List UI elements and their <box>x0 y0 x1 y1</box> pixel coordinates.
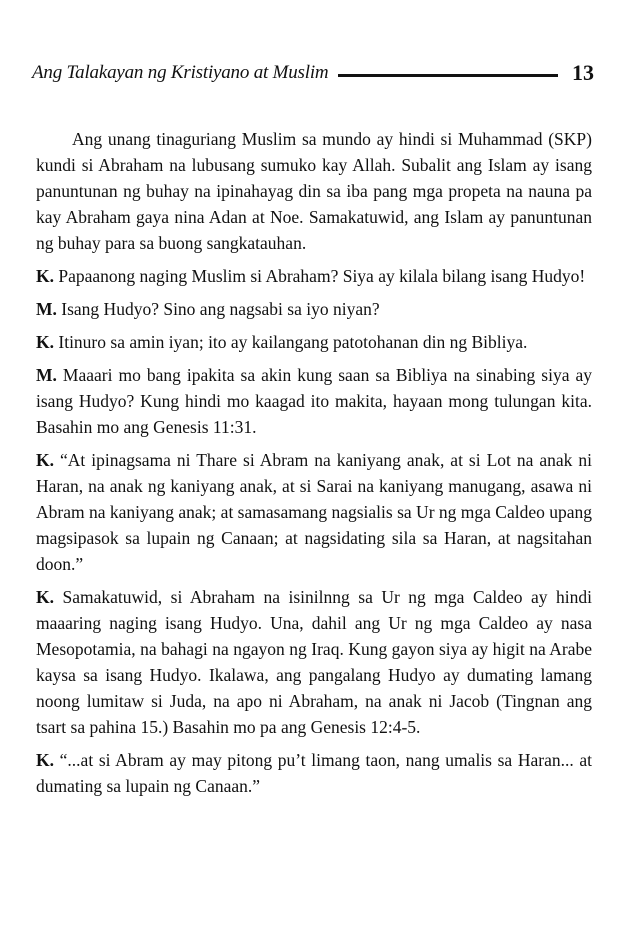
speaker-label: M. <box>36 299 57 319</box>
dialogue-text: “At ipinagsama ni Thare si Abram na kaniyang anak, at si Lot na anak ni Haran, na anak ng kaniyang anak, at si Sarai na kaniyang manugang, asawa ni Abram na kaniyang anak; at samasamang nagsialis sa Ur ng mga Caldeo upang magsipasok sa lupain ng Canaan; at nagsidating sila sa Haran, at nagsitahan doon.” <box>36 450 593 574</box>
dialogue-paragraph <box>36 263 592 289</box>
running-header <box>32 58 594 88</box>
dialogue-paragraph <box>36 584 592 740</box>
page-number: 13 <box>572 60 594 85</box>
speaker-label: K. <box>36 266 54 286</box>
paragraph-text: Ang unang tinaguriang Muslim sa mundo ay hindi si Muhammad (SKP) kundi si Abraham na lubusang sumuko kay Allah. Subalit ang Islam ay isang panuntunan ng buhay na ipinahayag din sa iba pang mga propeta na nauna pa kay Abraham gaya nina Adan at Noe. Samakatuwid, ang Islam ay panuntunan ng buhay para sa buong sangkatauhan. <box>36 129 592 253</box>
dialogue-paragraph <box>36 447 592 577</box>
dialogue-paragraph <box>36 747 592 799</box>
dialogue-text: Papaanong naging Muslim si Abraham? Siya ay kilala bilang isang Hudyo! <box>58 266 586 286</box>
dialogue-paragraph <box>36 296 592 322</box>
dialogue-text: Maaari mo bang ipakita sa akin kung saan sa Bibliya na sinabing siya ay isang Hudyo? Kung hindi mo kaagad ito makita, hayaan mong tulungan kita. Basahin mo ang Genesis 11:31. <box>36 365 593 437</box>
dialogue-paragraph <box>36 329 592 355</box>
dialogue-text: Samakatuwid, si Abraham na isinilnng sa Ur ng mga Caldeo ay hindi maaaring naging isang Hudyo. Una, dahil ang Ur ng mga Caldeo ay nasa Mesopotamia, na bahagi na ngayon ng Iraq. Kung gayon siya ay higit na Arabe kaysa sa isang Hudyo. Ikalawa, ang pangalang Hudyo ay dumating lamang noong lumitaw si Juda, na apo ni Abraham, na anak ni Jacob (Tingnan ang tsart sa pahina 15.) Basahin mo pa ang Genesis 12:4-5. <box>36 587 593 737</box>
paragraph-intro <box>36 126 592 256</box>
speaker-label: K. <box>36 587 54 607</box>
speaker-label: M. <box>36 365 57 385</box>
speaker-label: K. <box>36 750 54 770</box>
body-text <box>36 126 592 806</box>
dialogue-text: Itinuro sa amin iyan; ito ay kailangang patotohanan din ng Bibliya. <box>58 332 528 352</box>
header-rule <box>338 74 558 77</box>
dialogue-text: “...at si Abram ay may pitong pu’t limang taon, nang umalis sa Haran... at dumating sa lupain ng Canaan.” <box>36 750 592 796</box>
dialogue-text: Isang Hudyo? Sino ang nagsabi sa iyo niyan? <box>61 299 380 319</box>
speaker-label: K. <box>36 332 54 352</box>
running-title: Ang Talakayan ng Kristiyano at Muslim <box>32 62 329 83</box>
dialogue-paragraph <box>36 362 592 440</box>
speaker-label: K. <box>36 450 54 470</box>
